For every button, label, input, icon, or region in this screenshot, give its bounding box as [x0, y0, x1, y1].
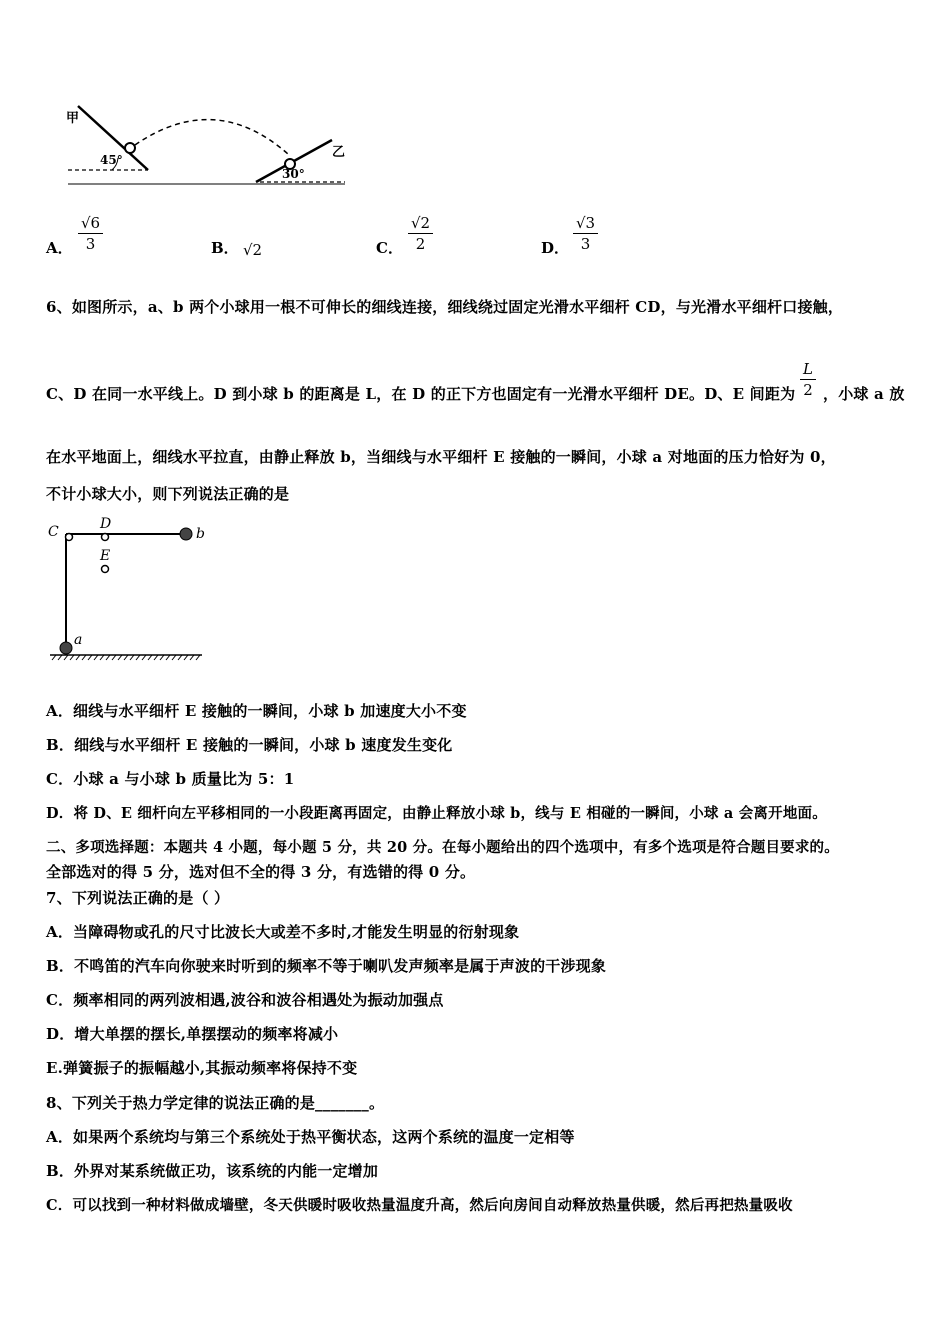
q6-option-c: C．小球 a 与小球 b 质量比为 5：1 — [46, 770, 295, 788]
q5-option-b-value: √2 — [243, 241, 263, 259]
q5-option-a-label: A． — [46, 239, 73, 257]
q6-option-b: B．细线与水平细杆 E 接触的一瞬间，小球 b 速度发生变化 — [46, 736, 453, 754]
q7-option-d: D．增大单摆的摆长,单摆摆动的频率将减小 — [46, 1025, 339, 1043]
label-C: C — [48, 524, 59, 540]
q5-option-c-label: C． — [376, 239, 403, 257]
q6-stem-line3: 在水平地面上，细线水平拉直，由静止释放 b，当细线与水平细杆 E 接触的一瞬间，小球 a 对地面的压力恰好为 0， — [46, 448, 836, 466]
q8-option-a: A．如果两个系统均与第三个系统处于热平衡状态，这两个系统的温度一定相等 — [46, 1128, 575, 1146]
rod-ball-figure — [44, 514, 209, 664]
q6-stem-line2 — [46, 383, 795, 404]
label-b: b — [196, 526, 205, 542]
label-a: a — [74, 632, 83, 648]
figure-label-jia: 甲 — [66, 111, 80, 126]
q6-option-a: A．细线与水平细杆 E 接触的一瞬间，小球 b 加速度大小不变 — [46, 702, 467, 720]
q5-option-a-fraction: $\frac{√6}{3}$ — [78, 214, 103, 253]
q7-stem: 7、下列说法正确的是（ ） — [46, 889, 230, 907]
q5-option-d-label: D． — [541, 239, 570, 257]
q7-option-c: C．频率相同的两列波相遇,波谷和波谷相遇处为振动加强点 — [46, 991, 444, 1009]
q6-stem-line2a: C、D 在同一水平线上。D 到小球 b 的距离是 L，在 D 的正下方也固定有一光滑水平细杆 DE。D、E 间距为 — [46, 385, 796, 403]
q8-option-c: C．可以找到一种材料做成墙壁，冬天供暖时吸收热量温度升高，然后向房间自动释放热量供暖，然后再把热量吸收 — [46, 1197, 793, 1214]
angle-45-label: 45° — [100, 153, 123, 167]
section2-line1: 二、多项选择题：本题共 4 小题，每小题 5 分，共 20 分。在每小题给出的四个选项中，有多个选项是符合题目要求的。 — [46, 839, 839, 856]
q7-option-a: A．当障碍物或孔的尺寸比波长大或差不多时,才能发生明显的衍射现象 — [46, 923, 520, 941]
figure-label-yi: 乙 — [332, 145, 346, 160]
angle-30-label: 30° — [282, 167, 305, 181]
q7-option-b: B．不鸣笛的汽车向你驶来时听到的频率不等于喇叭发声频率是属于声波的干涉现象 — [46, 957, 607, 975]
q6-fraction-L-over-2: $\frac{L}{2}$ — [800, 360, 816, 399]
label-E: E — [100, 548, 111, 564]
q6-option-d: D．将 D、E 细杆向左平移相同的一小段距离再固定，由静止释放小球 b，线与 E 相碰的一瞬间，小球 a 会离开地面。 — [46, 805, 827, 822]
q7-option-e: E.弹簧振子的振幅越小,其振动频率将保持不变 — [46, 1059, 358, 1077]
q8-option-b: B．外界对某系统做正功，该系统的内能一定增加 — [46, 1162, 379, 1180]
q8-stem: 8、下列关于热力学定律的说法正确的是_______。 — [46, 1094, 385, 1112]
q5-option-d-fraction: $\frac{√3}{3}$ — [573, 214, 598, 253]
q6-stem-line2b: ，小球 a 放 — [823, 385, 905, 403]
q5-option-c-fraction: $\frac{√2}{2}$ — [408, 214, 433, 253]
q5-option-b-label: B． — [211, 239, 239, 257]
label-D: D — [100, 516, 112, 532]
q6-stem-line1: 6、如图所示，a、b 两个小球用一根不可伸长的细线连接，细线绕过固定光滑水平细杆 CD，与光滑水平细杆口接触， — [46, 298, 844, 316]
section2-line2: 全部选对的得 5 分，选对但不全的得 3 分，有选错的得 0 分。 — [46, 863, 476, 881]
q6-stem-line4: 不计小球大小，则下列说法正确的是 — [46, 485, 290, 503]
projectile-figure — [60, 98, 360, 193]
